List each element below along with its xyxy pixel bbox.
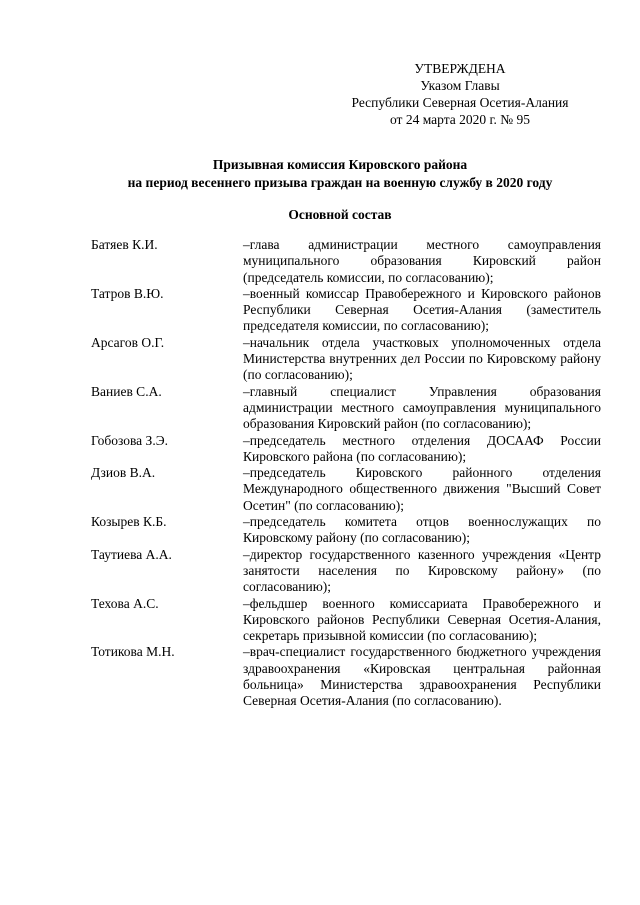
approval-decree: Указом Главы bbox=[420, 78, 500, 93]
member-row bbox=[91, 644, 601, 709]
approval-status: УТВЕРЖДЕНА bbox=[414, 61, 506, 76]
member-name: Таутиева А.А. bbox=[91, 546, 172, 562]
section-heading: Основной состав bbox=[288, 207, 392, 222]
member-name: Ваниев С.А. bbox=[91, 383, 162, 399]
members-list bbox=[91, 237, 601, 710]
approval-stamp bbox=[340, 60, 580, 128]
approval-authority: Республики Северная Осетия-Алания bbox=[351, 95, 569, 110]
member-name: Гобозова З.Э. bbox=[91, 432, 168, 448]
document-title bbox=[80, 156, 600, 192]
member-name: Тотикова М.Н. bbox=[91, 644, 175, 660]
title-line-2: на период весеннего призыва граждан на военную службу в 2020 году bbox=[127, 175, 553, 190]
member-name: Козырев К.Б. bbox=[91, 514, 167, 530]
member-role: –военный комиссар Правобережного и Кировского районов Республики Северная Осетия-Алания (заместитель председателя комиссии, по согласованию); bbox=[243, 285, 601, 334]
member-row bbox=[91, 384, 601, 433]
member-role: –директор государственного казенного учреждения «Центр занятости населения по Кировскому району» (по согласованию); bbox=[243, 546, 601, 595]
member-role: –начальник отдела участковых уполномоченных отдела Министерства внутренних дел России по Кировскому району (по согласованию); bbox=[243, 334, 601, 383]
member-row bbox=[91, 237, 601, 286]
approval-date: от 24 марта 2020 г. № 95 bbox=[389, 112, 531, 127]
member-role: –глава администрации местного самоуправления муниципального образования Кировский район (председатель комиссии, по согласованию); bbox=[243, 237, 601, 285]
title-line-1: Призывная комиссия Кировского района bbox=[212, 157, 468, 172]
member-row bbox=[91, 547, 601, 596]
member-row bbox=[91, 286, 601, 335]
member-name: Арсагов О.Г. bbox=[91, 334, 165, 350]
member-row bbox=[91, 433, 601, 466]
member-name: Татров В.Ю. bbox=[91, 285, 164, 301]
member-role: –главный специалист Управления образования администрации местного самоуправления муниципального образования Кировский район (по согласованию); bbox=[243, 383, 601, 432]
member-role: –председатель местного отделения ДОСААФ России Кировского района (по согласованию); bbox=[243, 432, 601, 464]
member-row bbox=[91, 335, 601, 384]
member-row bbox=[91, 596, 601, 645]
member-row bbox=[91, 514, 601, 547]
member-name: Техова А.С. bbox=[91, 595, 159, 611]
member-role: –фельдшер военного комиссариата Правобережного и Кировского районов Республики Северная Осетия-Алания, секретарь призывной комиссии (по согласованию); bbox=[243, 595, 601, 644]
member-name: Батяев К.И. bbox=[91, 237, 158, 252]
member-row bbox=[91, 465, 601, 514]
member-role: –врач-специалист государственного бюджетного учреждения здравоохранения «Кировская центральная районная больница» Министерства здравоохранения Республики Северная Осетия-Алания (по согласованию). bbox=[243, 644, 601, 709]
member-name: Дзиов В.А. bbox=[91, 465, 156, 481]
member-role: –председатель комитета отцов военнослужащих по Кировскому району (по согласованию); bbox=[243, 514, 601, 546]
member-role: –председатель Кировского районного отделения Международного общественного движения "Высший Совет Осетин" (по согласованию); bbox=[243, 465, 601, 513]
